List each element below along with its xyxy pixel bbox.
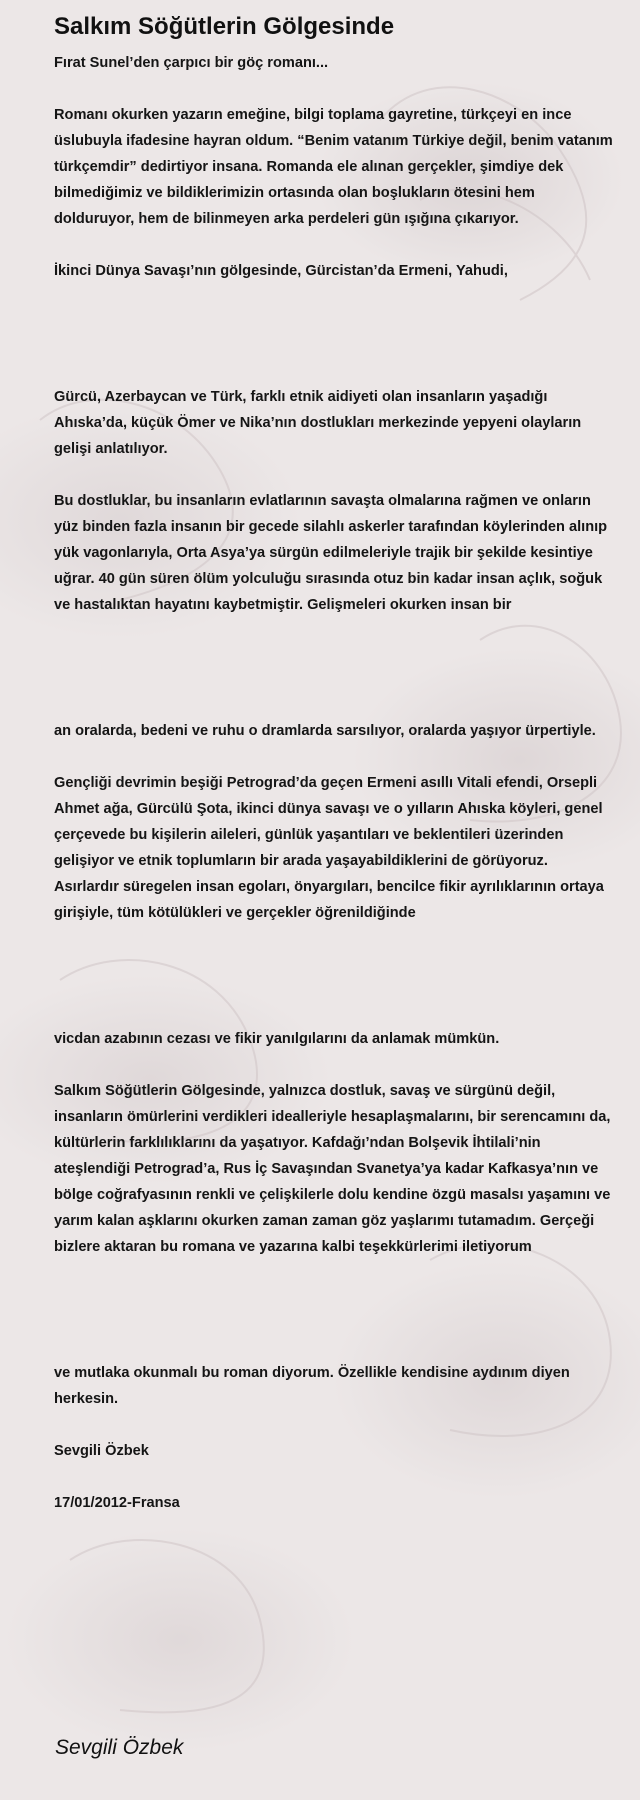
paragraph-9: ve mutlaka okunmalı bu roman diyorum. Özellikle kendisine aydınım diyen herkesin. [54, 1365, 570, 1407]
paragraph-3: Gürcü, Azerbaycan ve Türk, farklı etnik aidiyeti olan insanların yaşadığı Ahıska’da, küçük Ömer ve Nika’nın dostlukları merkezinde yepyeni olayların gelişi anlatılıyor. [54, 389, 582, 457]
paragraph-8: Salkım Söğütlerin Gölgesinde, yalnızca dostluk, savaş ve sürgünü değil, insanların ömürlerini verdikleri idealleriyle hesaplaşmalarını, bir serencamını da, kültürlerin farklılıklarını da yaşatıyor. Kafdağı’ndan Bolşevik İhtilali’nin ateşlendiği Petrograd’a, Rus İç Savaşından Svanetya’ya kadar Kafkasya’nın ve bölge coğrafyasının renkli ve çelişkilerle dolu kendine özgü masalsı yaşamını ve yarım kalan aşklarını okurken zaman zaman göz yaşlarımı tutamadım. Gerçeği bizlere aktaran bu romana ve yazarına kalbi teşekkürlerimi iletiyorum [54, 1083, 611, 1255]
poem-title: Salkım Söğütlerin Gölgesinde [54, 13, 395, 40]
author-signature: Sevgili Özbek [55, 1736, 184, 1759]
paragraph-4: Bu dostluklar, bu insanların evlatlarının savaşta olmalarına rağmen ve onların yüz binden fazla insanın bir gecede silahlı askerler tarafından köylerinden alınıp yük vagonlarıyla, Orta Asya’ya sürgün edilmeleriyle trajik bir şekilde kesintiye uğrar. 40 gün süren ölüm yolculuğu sırasında otuz bin kadar insan açlık, soğuk ve hastalıktan hayatını kaybetmiştir. Gelişmeleri okurken insan bir [54, 493, 608, 613]
paragraph-7: vicdan azabının cezası ve fikir yanılgılarını da anlamak mümkün. [54, 1031, 500, 1047]
paragraph-1: Romanı okurken yazarın emeğine, bilgi toplama gayretine, türkçeyi en ince üslubuyla ifadesine hayran oldum. “Benim vatanım Türkiye değil, benim vatanım türkçemdir” dedirtiyor insana. Romanda ele alınan gerçekler, şimdiye dek bilmediğimiz ve bildiklerimizin ortasında olan boşlukların ötesini hem dolduruyor, hem de bilinmeyen arka perdeleri gün ışığına çıkarıyor. [54, 107, 613, 227]
author-line: Sevgili Özbek [54, 1443, 149, 1459]
date-line: 17/01/2012-Fransa [54, 1495, 180, 1511]
paragraph-5: an oralarda, bedeni ve ruhu o dramlarda sarsılıyor, oralarda yaşıyor ürpertiyle. [54, 723, 596, 739]
poem-content [54, 10, 614, 1516]
poem-subtitle: Fırat Sunel’den çarpıcı bir göç romanı... [54, 55, 329, 71]
paragraph-2: İkinci Dünya Savaşı’nın gölgesinde, Gürcistan’da Ermeni, Yahudi, [54, 263, 508, 279]
paragraph-6: Gençliği devrimin beşiği Petrograd’da geçen Ermeni asıllı Vitali efendi, Orsepli Ahmet ağa, Gürcülü Şota, ikinci dünya savaşı ve o yılların Ahıska köyleri, genel çerçevede bu kişilerin aileleri, günlük yaşantıları ve beklentileri üzerinden gelişiyor ve etnik toplumların bir arada yaşayabildiklerini de görüyoruz. Asırlardır süregelen insan egoları, önyargıları, bencilce fikir ayrılıklarının ortaya girişiyle, tüm kötülükleri ve gerçekler öğrenildiğinde [54, 775, 604, 921]
